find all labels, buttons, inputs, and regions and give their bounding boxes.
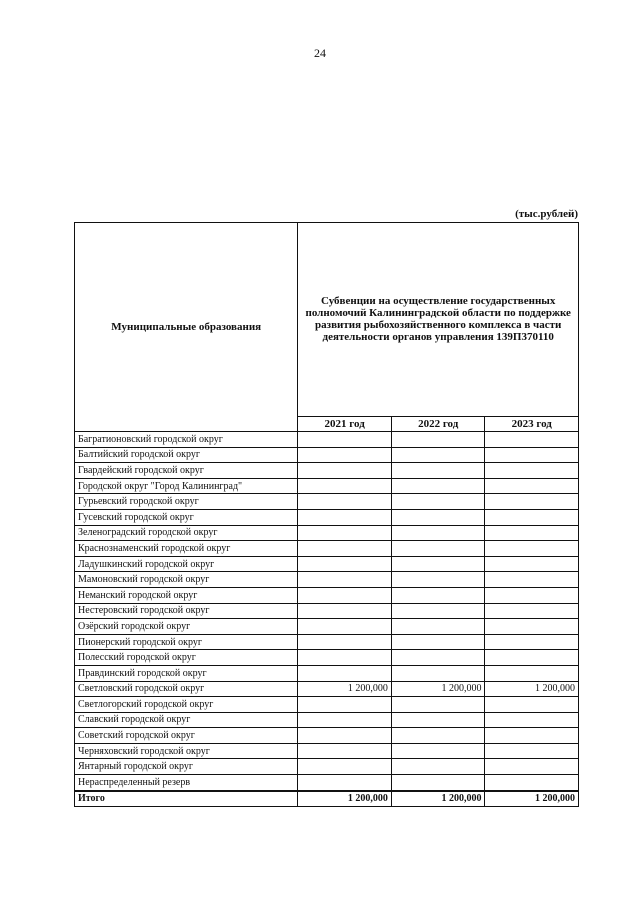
table-row — [75, 650, 579, 666]
table-row — [75, 665, 579, 681]
municipality-name: Балтийский городской округ — [75, 447, 298, 463]
table-row — [75, 494, 579, 510]
value-cell — [298, 712, 392, 728]
table-row — [75, 432, 579, 448]
units-label: (тыс.рублей) — [515, 208, 578, 220]
municipality-name: Гусевский городской округ — [75, 509, 298, 525]
municipality-name: Ладушкинский городской округ — [75, 556, 298, 572]
municipality-name: Гурьевский городской округ — [75, 494, 298, 510]
value-cell — [391, 463, 485, 479]
value-cell: 1 200,000 — [485, 681, 579, 697]
value-cell: 1 200,000 — [485, 791, 579, 807]
table-row — [75, 541, 579, 557]
value-cell — [391, 697, 485, 713]
table-row — [75, 525, 579, 541]
value-cell — [298, 432, 392, 448]
value-cell — [485, 525, 579, 541]
municipality-name: Пионерский городской округ — [75, 634, 298, 650]
municipality-name: Краснознаменский городской округ — [75, 541, 298, 557]
municipality-name: Нестеровский городской округ — [75, 603, 298, 619]
table-body — [75, 432, 579, 807]
value-cell — [298, 665, 392, 681]
value-cell — [298, 697, 392, 713]
table-row — [75, 697, 579, 713]
municipality-name: Зеленоградский городской округ — [75, 525, 298, 541]
table-row — [75, 619, 579, 635]
value-cell — [391, 509, 485, 525]
table-row — [75, 478, 579, 494]
municipality-name: Нераспределенный резерв — [75, 775, 298, 791]
value-cell — [298, 494, 392, 510]
value-cell — [485, 509, 579, 525]
municipality-name: Мамоновский городской округ — [75, 572, 298, 588]
subvention-header: Субвенции на осуществление государственных полномочий Калининградской области по поддержке развития рыбохозяйственного комплекса в части деятельности органов управления 139П370110 — [298, 223, 579, 417]
municipality-name: Неманский городской округ — [75, 587, 298, 603]
value-cell — [485, 743, 579, 759]
municipality-name: Светловский городской округ — [75, 681, 298, 697]
value-cell — [298, 587, 392, 603]
value-cell — [485, 712, 579, 728]
value-cell — [298, 478, 392, 494]
table-row — [75, 681, 579, 697]
value-cell: 1 200,000 — [391, 791, 485, 807]
value-cell — [298, 619, 392, 635]
value-cell — [485, 697, 579, 713]
table-row — [75, 634, 579, 650]
value-cell — [391, 587, 485, 603]
table-row — [75, 712, 579, 728]
value-cell — [298, 759, 392, 775]
table-row — [75, 447, 579, 463]
value-cell — [485, 447, 579, 463]
municipality-name: Янтарный городской округ — [75, 759, 298, 775]
municipality-name: Черняховский городской округ — [75, 743, 298, 759]
value-cell — [391, 494, 485, 510]
table-row — [75, 743, 579, 759]
value-cell — [391, 650, 485, 666]
value-cell — [391, 634, 485, 650]
total-row — [75, 791, 579, 807]
value-cell — [298, 775, 392, 791]
table-row — [75, 728, 579, 744]
value-cell — [391, 728, 485, 744]
subvention-table — [74, 222, 579, 807]
value-cell — [485, 603, 579, 619]
municipality-name: Городской округ "Город Калининград" — [75, 478, 298, 494]
value-cell — [485, 478, 579, 494]
value-cell — [298, 447, 392, 463]
municipality-name: Озёрский городской округ — [75, 619, 298, 635]
table-row — [75, 556, 579, 572]
municipality-name: Правдинский городской округ — [75, 665, 298, 681]
value-cell — [391, 712, 485, 728]
municipality-name: Славский городской округ — [75, 712, 298, 728]
value-cell: 1 200,000 — [298, 791, 392, 807]
value-cell — [485, 432, 579, 448]
value-cell — [298, 634, 392, 650]
value-cell — [485, 665, 579, 681]
table-row — [75, 759, 579, 775]
year-header: 2023 год — [485, 416, 579, 431]
value-cell — [298, 603, 392, 619]
value-cell — [391, 447, 485, 463]
value-cell — [391, 619, 485, 635]
value-cell — [391, 478, 485, 494]
value-cell — [485, 494, 579, 510]
value-cell — [391, 556, 485, 572]
year-header: 2022 год — [391, 416, 485, 431]
value-cell — [298, 572, 392, 588]
value-cell — [485, 775, 579, 791]
value-cell — [298, 509, 392, 525]
total-label: Итого — [75, 791, 298, 807]
value-cell: 1 200,000 — [298, 681, 392, 697]
value-cell — [485, 556, 579, 572]
municipal-header: Муниципальные образования — [75, 223, 298, 432]
value-cell — [391, 759, 485, 775]
value-cell — [391, 432, 485, 448]
value-cell: 1 200,000 — [391, 681, 485, 697]
table-row — [75, 775, 579, 791]
value-cell — [298, 728, 392, 744]
value-cell — [391, 572, 485, 588]
value-cell — [298, 463, 392, 479]
table-row — [75, 509, 579, 525]
municipality-name: Гвардейский городской округ — [75, 463, 298, 479]
municipality-name: Полесский городской округ — [75, 650, 298, 666]
year-header: 2021 год — [298, 416, 392, 431]
value-cell — [391, 665, 485, 681]
value-cell — [485, 728, 579, 744]
value-cell — [298, 525, 392, 541]
value-cell — [391, 743, 485, 759]
value-cell — [485, 541, 579, 557]
table-row — [75, 603, 579, 619]
value-cell — [485, 650, 579, 666]
value-cell — [485, 587, 579, 603]
value-cell — [298, 541, 392, 557]
value-cell — [485, 619, 579, 635]
value-cell — [391, 603, 485, 619]
value-cell — [391, 525, 485, 541]
table-row — [75, 572, 579, 588]
municipality-name: Багратионовский городской округ — [75, 432, 298, 448]
municipality-name: Советский городской округ — [75, 728, 298, 744]
value-cell — [485, 572, 579, 588]
value-cell — [485, 759, 579, 775]
value-cell — [485, 463, 579, 479]
municipality-name: Светлогорский городской округ — [75, 697, 298, 713]
value-cell — [298, 743, 392, 759]
value-cell — [298, 556, 392, 572]
value-cell — [391, 775, 485, 791]
value-cell — [298, 650, 392, 666]
value-cell — [391, 541, 485, 557]
value-cell — [485, 634, 579, 650]
table-row — [75, 463, 579, 479]
table-row — [75, 587, 579, 603]
page-number: 24 — [314, 46, 326, 60]
